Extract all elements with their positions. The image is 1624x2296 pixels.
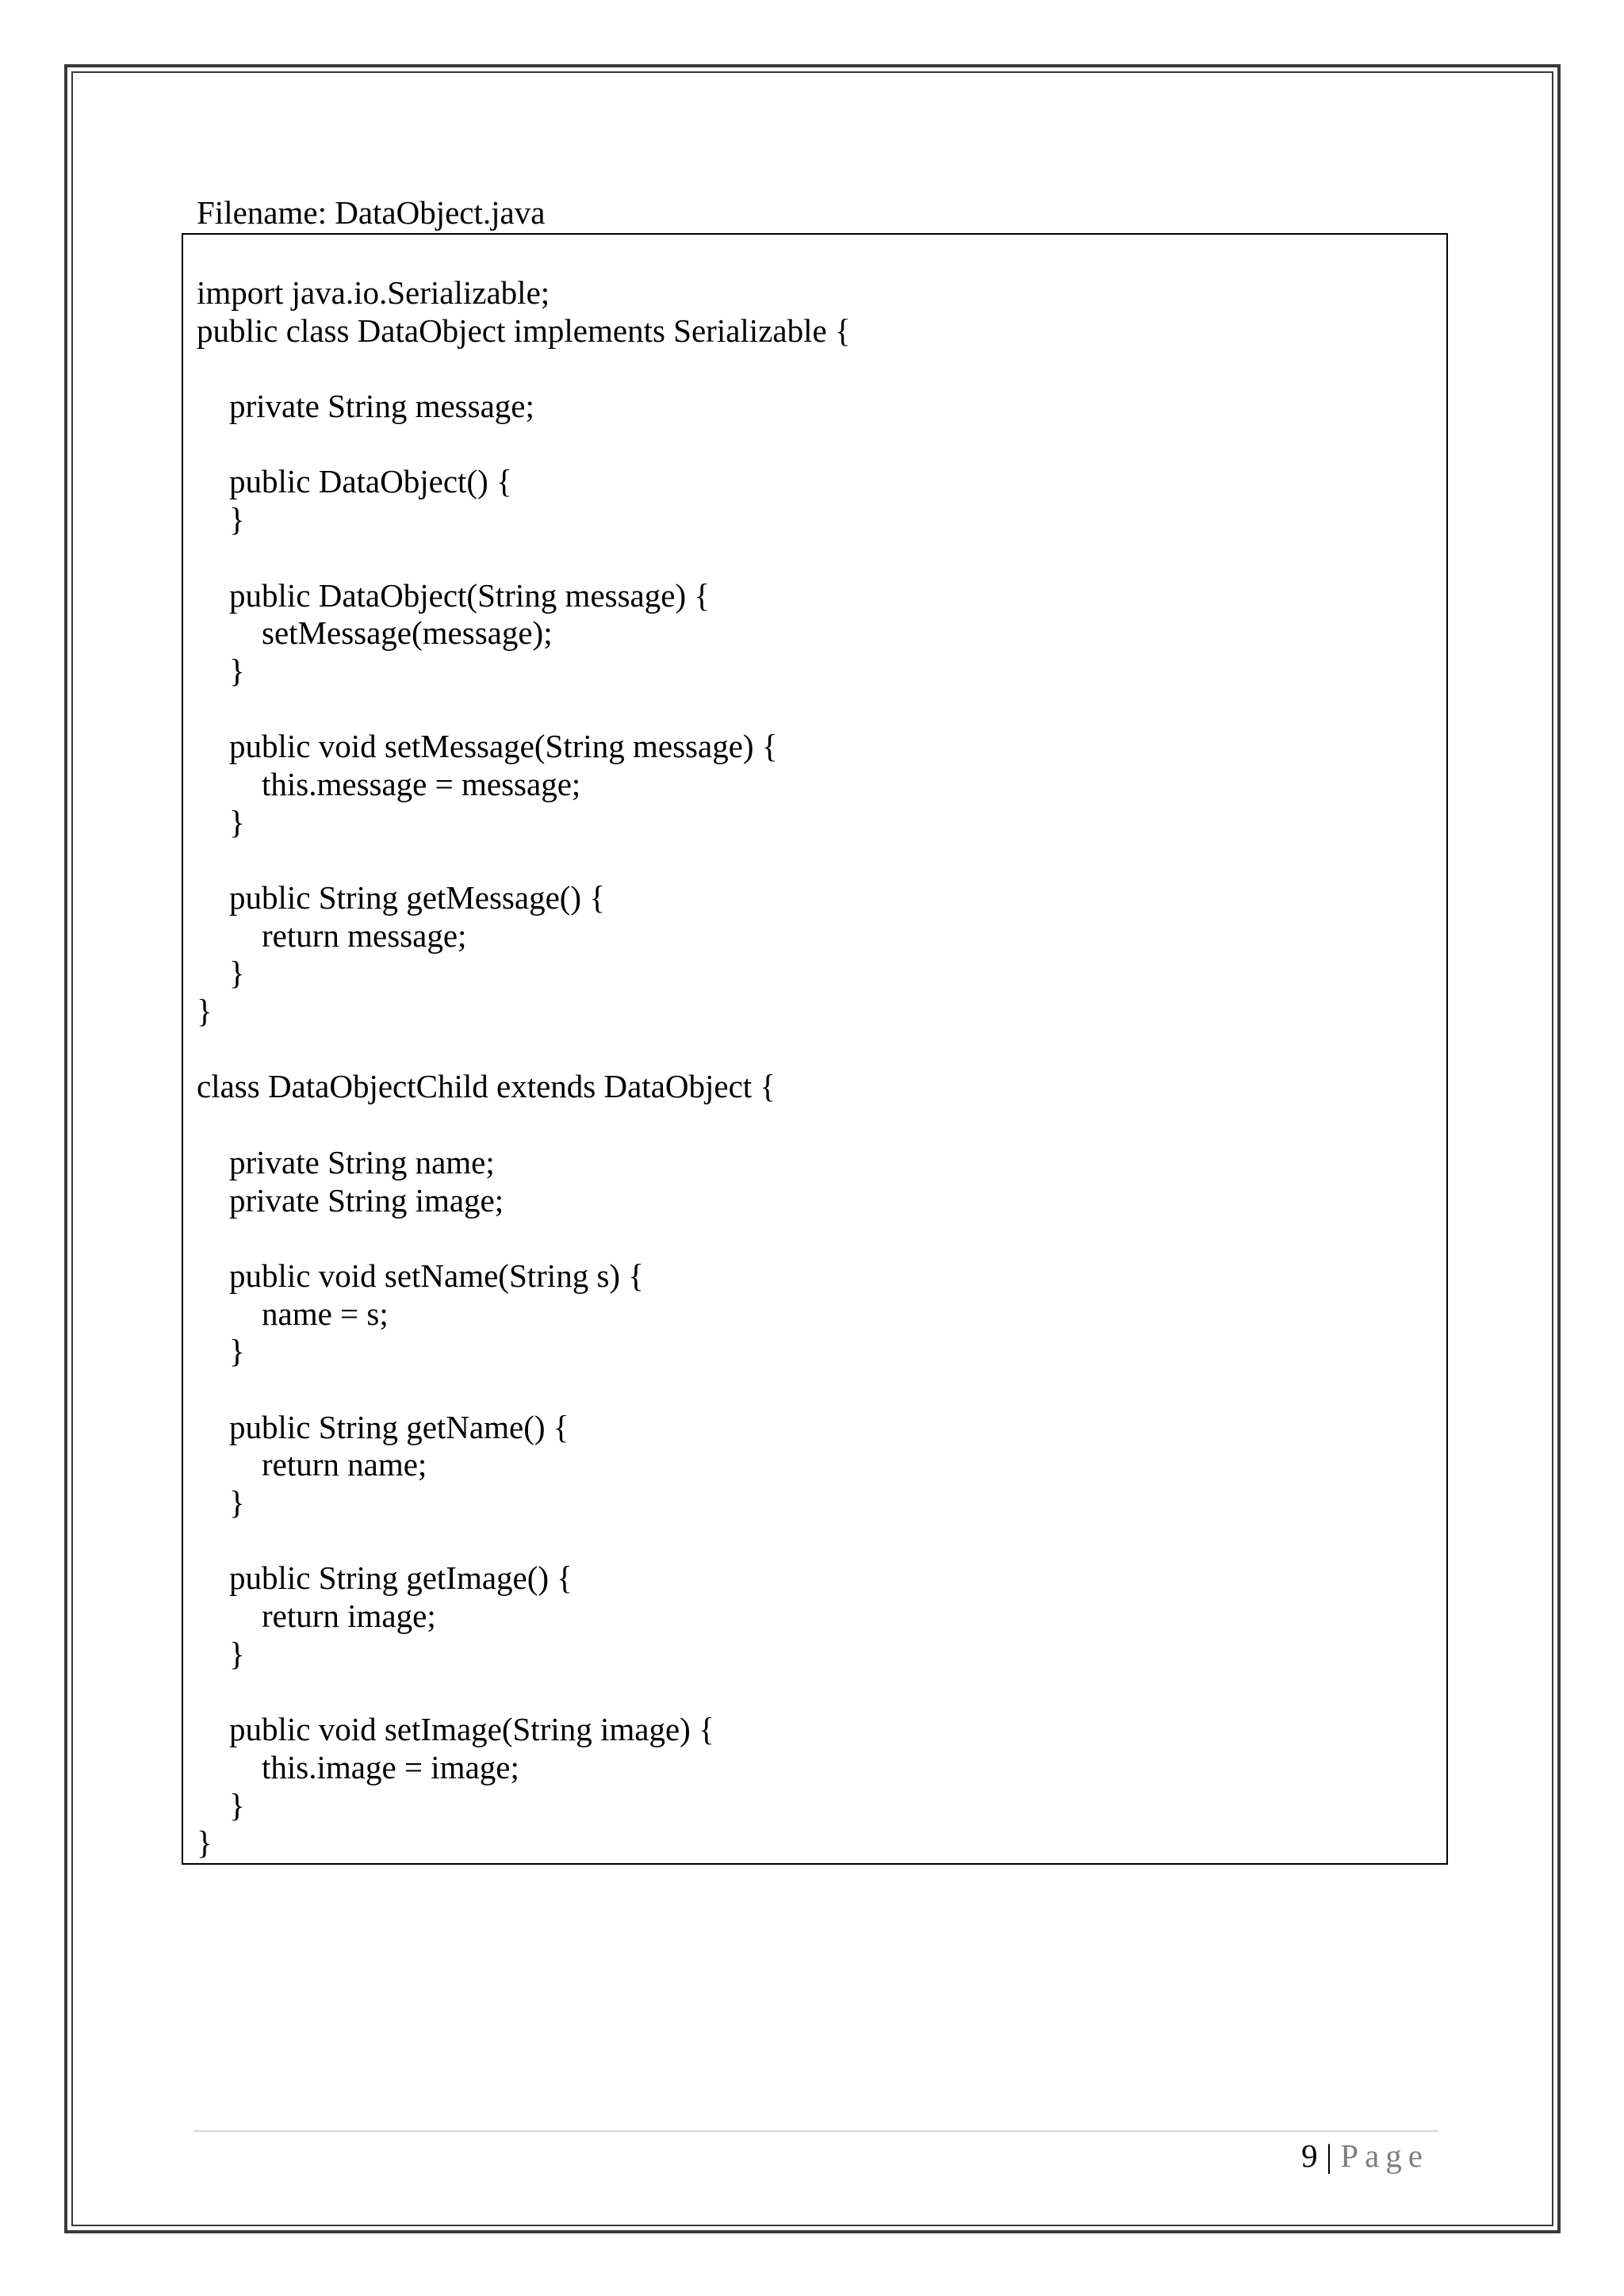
code-line: } [197, 1484, 245, 1521]
code-line: private String name; [197, 1143, 495, 1181]
code-line: this.image = image; [197, 1748, 519, 1785]
page-number: 9 [1301, 2137, 1318, 2174]
code-line: private String image; [197, 1181, 504, 1219]
footer-separator: | [1325, 2137, 1333, 2174]
code-line [197, 691, 851, 729]
code-line: } [197, 955, 245, 992]
code-line: return name; [197, 1446, 427, 1483]
code-line: public String getName() { [197, 1408, 569, 1445]
page-word: Page [1340, 2137, 1429, 2174]
code-line [197, 1371, 851, 1409]
code-line: public void setMessage(String message) { [197, 728, 778, 765]
code-line: public void setName(String s) { [197, 1257, 644, 1294]
code-line: return message; [197, 916, 467, 954]
code-line: public String getImage() { [197, 1559, 573, 1597]
code-line: } [197, 803, 245, 840]
code-line: private String message; [197, 388, 534, 425]
code-line: setMessage(message); [197, 614, 553, 652]
code-line: this.message = message; [197, 765, 581, 802]
code-line: } [197, 993, 213, 1030]
code-line: class DataObjectChild extends DataObject { [197, 1068, 776, 1105]
code-line: } [197, 1824, 213, 1862]
code-line: } [197, 652, 245, 689]
code-line [197, 1522, 851, 1560]
code-line [197, 1031, 851, 1069]
code-line [197, 426, 851, 464]
code-line: public String getMessage() { [197, 879, 606, 916]
code-line [197, 350, 851, 388]
code-line: name = s; [197, 1295, 389, 1332]
code-line [197, 1106, 851, 1144]
page-footer [1301, 2133, 1429, 2179]
footer-rule [193, 2130, 1438, 2132]
code-line: public DataObject(String message) { [197, 576, 710, 614]
code-line: } [197, 1333, 245, 1370]
code-line: import java.io.Serializable; [197, 274, 550, 311]
code-line [197, 539, 851, 577]
code-line: } [197, 1786, 245, 1823]
code-line [197, 1673, 851, 1711]
code-line: } [197, 1635, 245, 1672]
code-line: } [197, 501, 245, 538]
code-line: public class DataObject implements Serializable { [197, 312, 851, 349]
code-line [197, 841, 851, 879]
filename-label: Filename: DataObject.java [197, 194, 546, 231]
code-line: public void setImage(String image) { [197, 1711, 714, 1748]
code-line: public DataObject() { [197, 463, 512, 500]
code-listing [197, 274, 851, 1862]
code-line: return image; [197, 1598, 436, 1635]
code-line [197, 1219, 851, 1257]
